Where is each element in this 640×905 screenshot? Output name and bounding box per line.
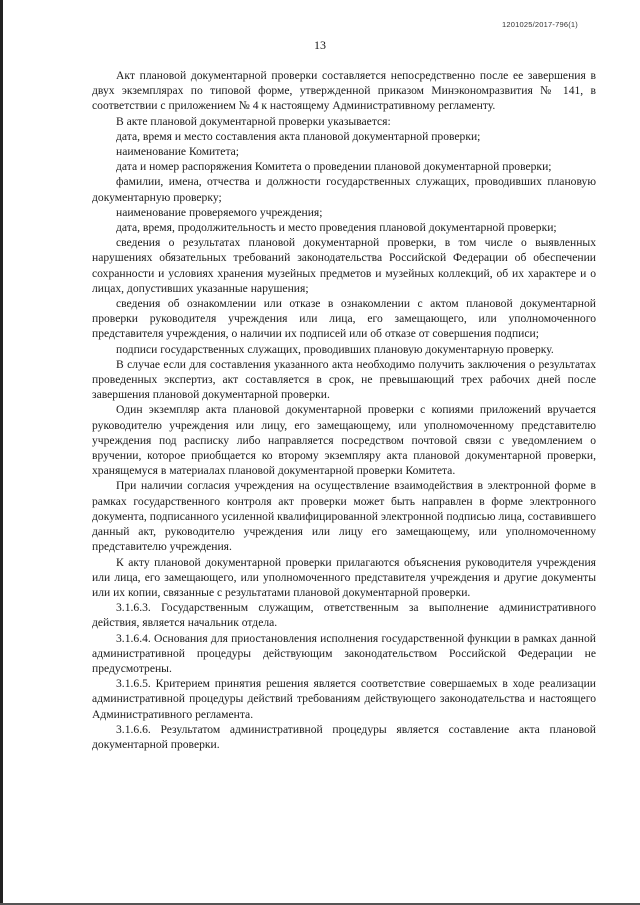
paragraph: дата и номер распоряжения Комитета о проведении плановой документарной проверки; (116, 160, 552, 174)
paragraph: фамилии, имена, отчества и должности государственных служащих, проводивших плановую документарную проверку; (92, 175, 596, 204)
paragraph: сведения о результатах плановой документарной проверки, в том числе о выявленных нарушениях обязательных требований законодательства Российской Федерации об обеспечении сохранности и условиях хранения музейных предметов и музейных коллекций, об их характере и о лицах, допустивших указанные нарушения; (92, 236, 596, 295)
paragraph: подписи государственных служащих, проводивших плановую документарную проверку. (116, 342, 554, 356)
paragraph: сведения об ознакомлении или отказе в ознакомлении с актом плановой документарной проверки руководителя учреждения или лица, его замещающего, или уполномоченного представителя учреждения, о наличии их подписей или об отказе от совершения подписи; (92, 297, 596, 341)
paragraph: 3.1.6.4. Основания для приостановления исполнения государственной функции в рамках данной административной процедуры действующим законодательством Российской Федерации не предусмотрены. (92, 631, 596, 675)
paragraph: В акте плановой документарной проверки указывается: (116, 114, 391, 128)
paragraph: К акту плановой документарной проверки прилагаются объяснения руководителя учреждения или лица, его замещающего, или уполномоченного представителя учреждения и другие документы или их копии, связанные с результатами плановой документарной проверки. (92, 555, 596, 599)
paragraph: 3.1.6.6. Результатом административной процедуры является составление акта плановой документарной проверки. (92, 722, 596, 751)
paragraph: дата, время, продолжительность и место проведения плановой документарной проверки; (116, 221, 557, 235)
scan-left-edge (0, 0, 3, 905)
paragraph: 3.1.6.5. Критерием принятия решения является соответствие совершаемых в ходе реализации административной процедуры действий требованиям действующего законодательства и настоящего Административного регламента. (92, 677, 596, 721)
paragraph: 3.1.6.3. Государственным служащим, ответственным за выполнение административного действия, является начальник отдела. (92, 601, 596, 630)
paragraph: наименование проверяемого учреждения; (116, 205, 323, 219)
paragraph: наименование Комитета; (116, 145, 240, 159)
paragraph: Акт плановой документарной проверки составляется непосредственно после ее завершения в двух экземплярах по типовой форме, утвержденной приказом Минэкономразвития № 141, в соответствии с приложением № 4 к настоящему Административному регламенту. (92, 69, 596, 113)
document-code: 1201025/2017-796(1) (502, 20, 578, 29)
page-number: 13 (314, 38, 326, 52)
paragraph: Один экземпляр акта плановой документарной проверки с копиями приложений вручается руководителю учреждения или лицу, его замещающему, или уполномоченному представителю учреждения под расписку либо направляется посредством почтовой связи с уведомлением о вручении, которое приобщается ко второму экземпляру акта плановой документарной проверки, хранящемуся в материалах плановой документарной проверки Комитета. (92, 403, 596, 478)
document-body (92, 68, 596, 752)
paragraph: В случае если для составления указанного акта необходимо получить заключения о результатах проведенных экспертиз, акт составляется в срок, не превышающий трех рабочих дней после завершения плановой документарной проверки. (92, 357, 596, 402)
paragraph: При наличии согласия учреждения на осуществление взаимодействия в электронной форме в рамках государственного контроля акт проверки может быть направлен в форме электронного документа, подписанного усиленной квалифицированной электронной подписью лица, составившего данный акт, руководителю учреждения или лицу его замещающему, или уполномоченному представителю учреждения. (92, 479, 596, 554)
paragraph: дата, время и место составления акта плановой документарной проверки; (116, 129, 481, 143)
